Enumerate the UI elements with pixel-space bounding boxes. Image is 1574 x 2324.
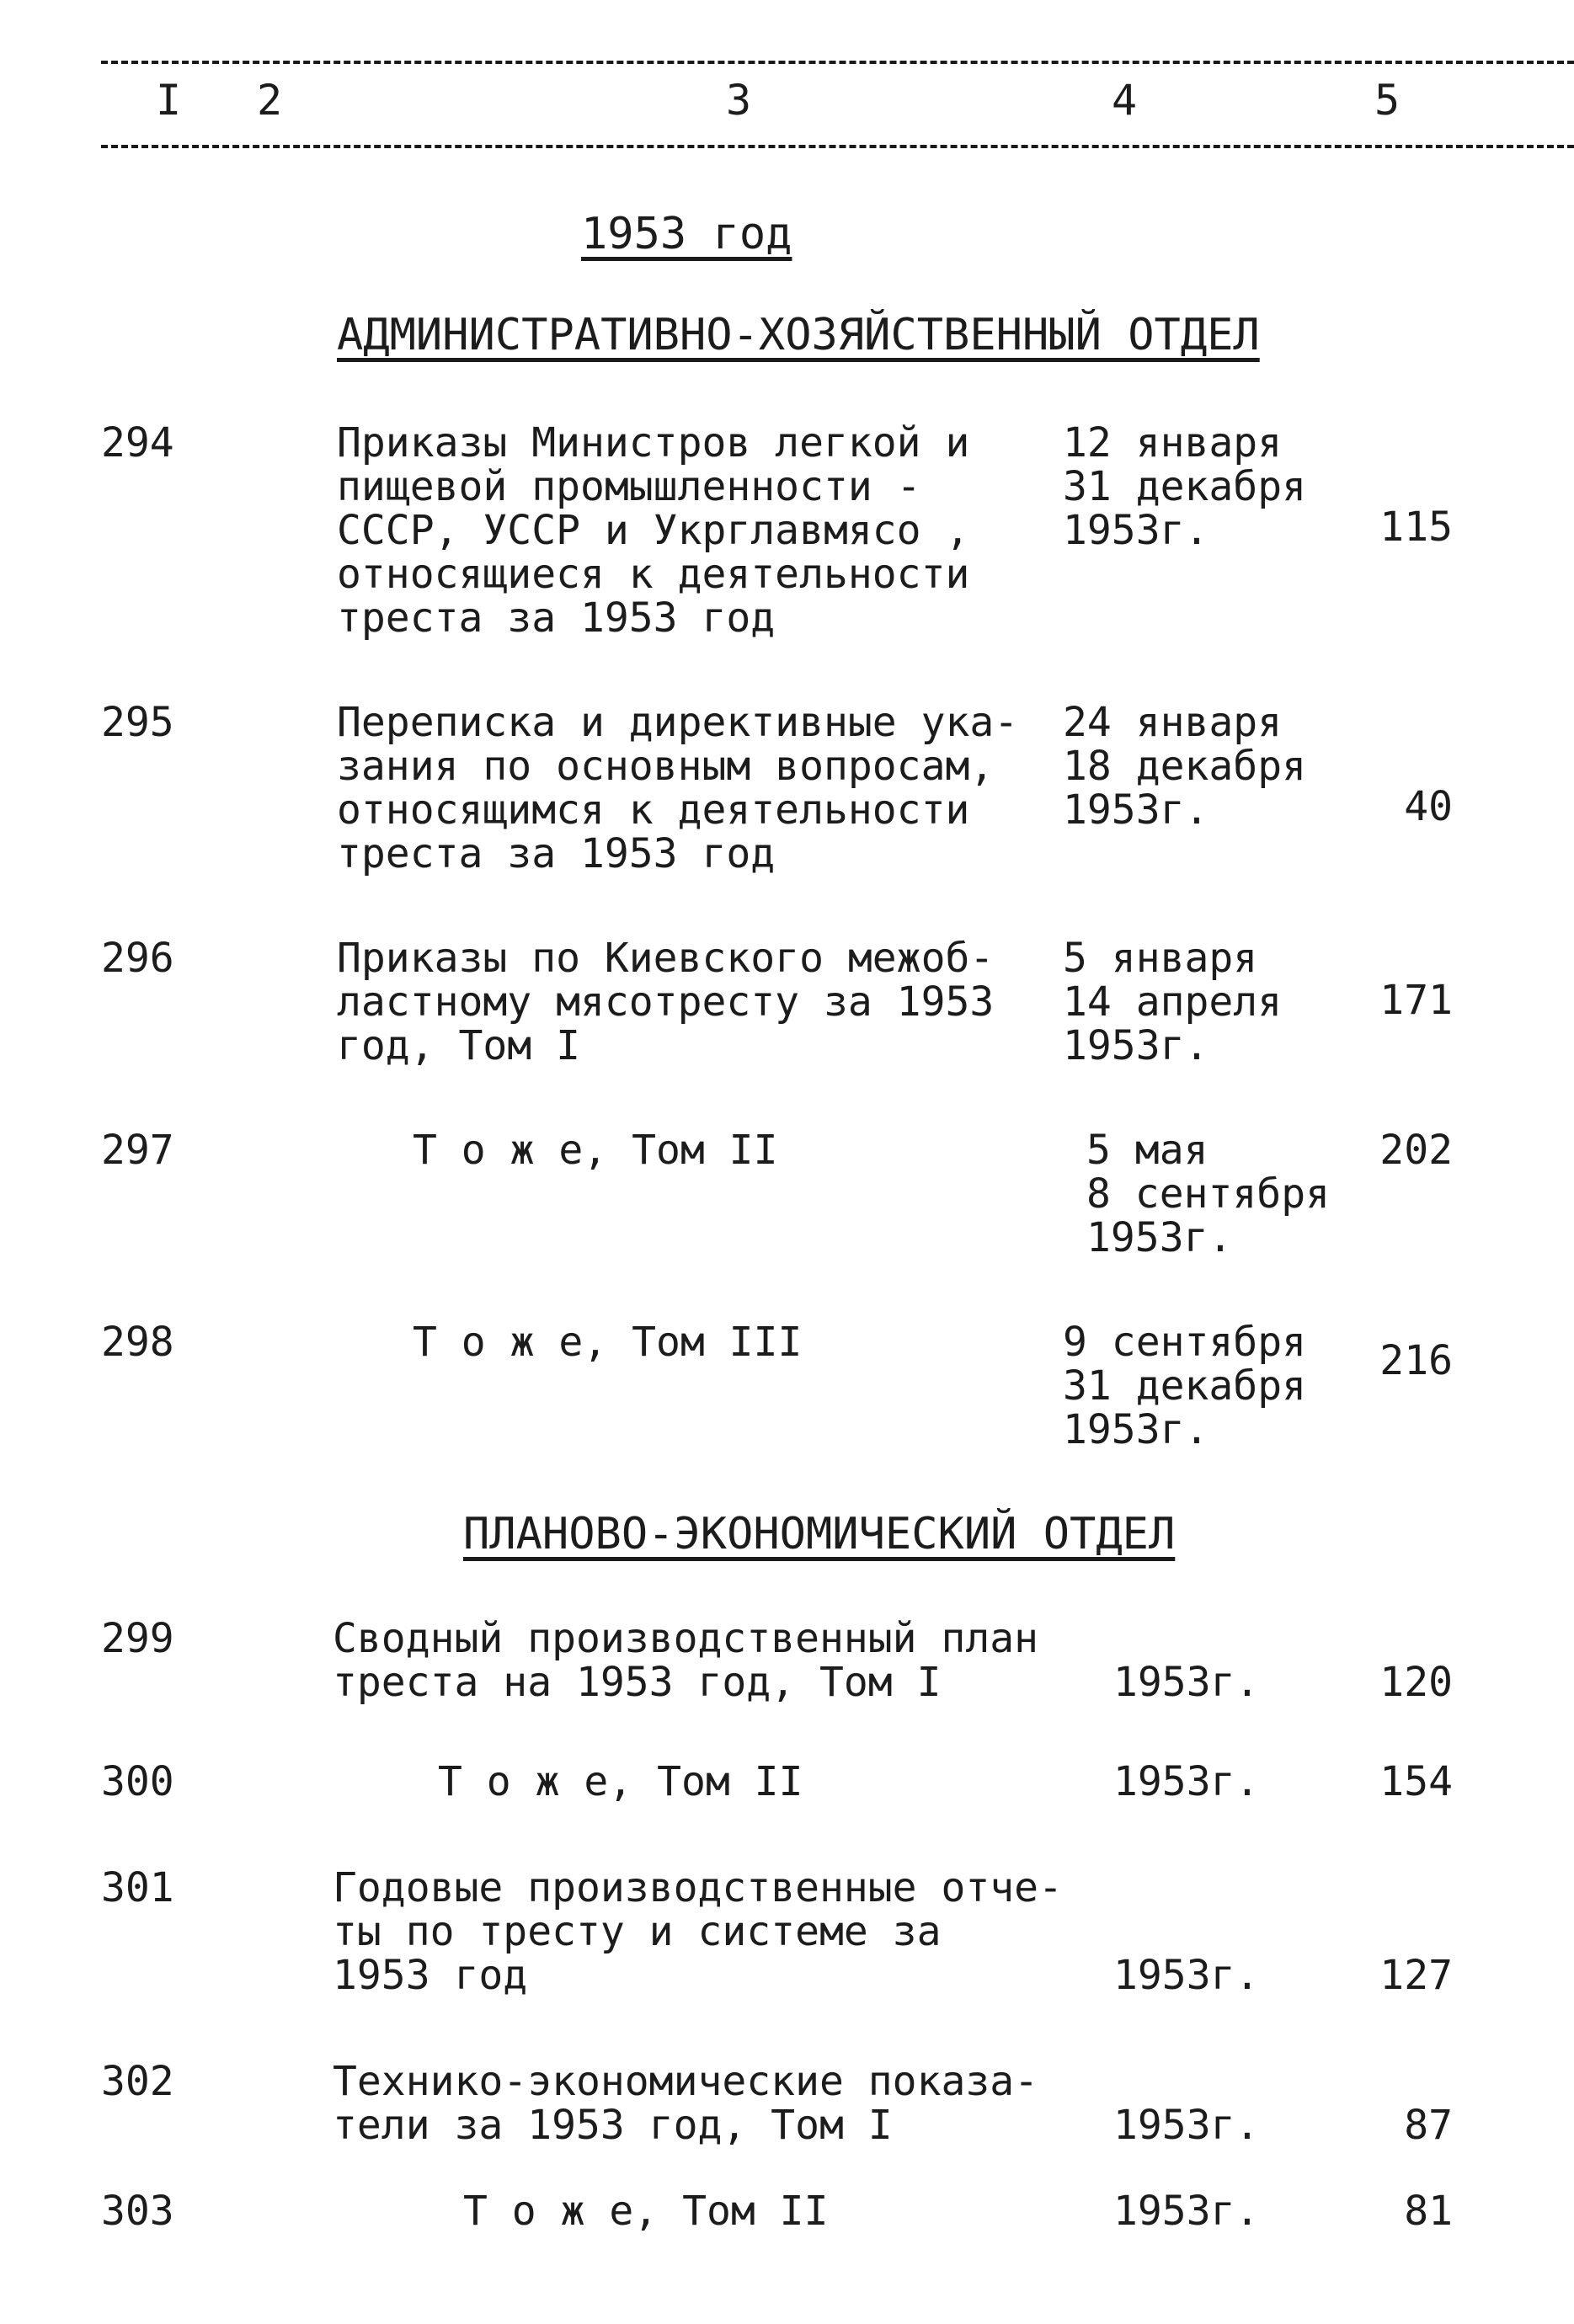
header-top-rule	[101, 61, 1574, 64]
row-number: 302	[101, 2058, 174, 2105]
row-number: 295	[101, 699, 174, 746]
row-dates: 1953г.	[1113, 1758, 1260, 1805]
section-title-admin: АДМИНИСТРАТИВНО-ХОЗЯЙСТВЕННЫЙ ОТДЕЛ	[337, 310, 1260, 360]
section-title-planning: ПЛАНОВО-ЭКОНОМИЧЕСКИЙ ОТДЕЛ	[463, 1509, 1176, 1559]
year-title: 1953 год	[581, 209, 792, 259]
column-header-1: I	[156, 76, 182, 125]
row-dates: 1953г.	[1113, 2188, 1260, 2235]
row-dates: 1953г.	[1113, 2102, 1260, 2149]
column-header-2: 2	[257, 76, 283, 125]
column-header-5: 5	[1374, 76, 1401, 125]
row-sheet-count: 81	[1404, 2188, 1453, 2235]
row-dates: 5 января 14 апреля 1953г.	[1063, 935, 1283, 1069]
row-number: 298	[101, 1319, 174, 1366]
row-sheet-count: 120	[1379, 1659, 1453, 1706]
row-description: Годовые производственные отче- ты по тресту и системе за 1953 год	[333, 1864, 1063, 1999]
row-description: Т о ж е, Том II	[463, 2188, 829, 2235]
column-header-4: 4	[1112, 76, 1138, 125]
row-description: Приказы Министров легкой и пищевой промышленности - СССР, УССР и Укрглавмясо , относящиеся к деятельности треста за 1953 год	[337, 419, 970, 642]
row-description: Т о ж е, Том III	[413, 1319, 803, 1366]
row-number: 303	[101, 2188, 174, 2235]
row-number: 294	[101, 419, 174, 466]
row-dates: 12 января 31 декабря 1953г.	[1063, 419, 1306, 554]
row-description: Сводный производственный план треста на 1953 год, Том I	[333, 1615, 1039, 1706]
row-number: 300	[101, 1758, 174, 1805]
header-bottom-rule	[101, 145, 1574, 148]
row-description: Т о ж е, Том II	[413, 1127, 778, 1174]
row-dates: 1953г.	[1113, 1659, 1260, 1706]
row-dates: 5 мая 8 сентября 1953г.	[1086, 1127, 1330, 1261]
row-description: Приказы по Киевского межоб- ластному мясотресту за 1953 год, Том I	[337, 935, 995, 1069]
row-description: Технико-экономические показа- тели за 1953 год, Том I	[333, 2058, 1039, 2149]
row-number: 297	[101, 1127, 174, 1174]
row-sheet-count: 154	[1379, 1758, 1453, 1805]
row-description: Переписка и директивные ука- зания по основным вопросам, относящимся к деятельности треста за 1953 год	[337, 699, 1019, 877]
row-sheet-count: 87	[1404, 2102, 1453, 2149]
row-sheet-count: 40	[1404, 783, 1453, 830]
row-number: 299	[101, 1615, 174, 1662]
column-header-3: 3	[726, 76, 752, 125]
row-number: 296	[101, 935, 174, 982]
row-dates: 24 января 18 декабря 1953г.	[1063, 699, 1306, 834]
row-number: 301	[101, 1864, 174, 1911]
row-sheet-count: 216	[1379, 1337, 1453, 1384]
row-sheet-count: 127	[1379, 1952, 1453, 1999]
row-dates: 1953г.	[1113, 1952, 1260, 1999]
row-sheet-count: 171	[1379, 977, 1453, 1024]
row-sheet-count: 202	[1379, 1127, 1453, 1174]
row-description: Т о ж е, Том II	[438, 1758, 803, 1805]
row-dates: 9 сентября 31 декабря 1953г.	[1063, 1319, 1306, 1453]
row-sheet-count: 115	[1379, 504, 1453, 551]
